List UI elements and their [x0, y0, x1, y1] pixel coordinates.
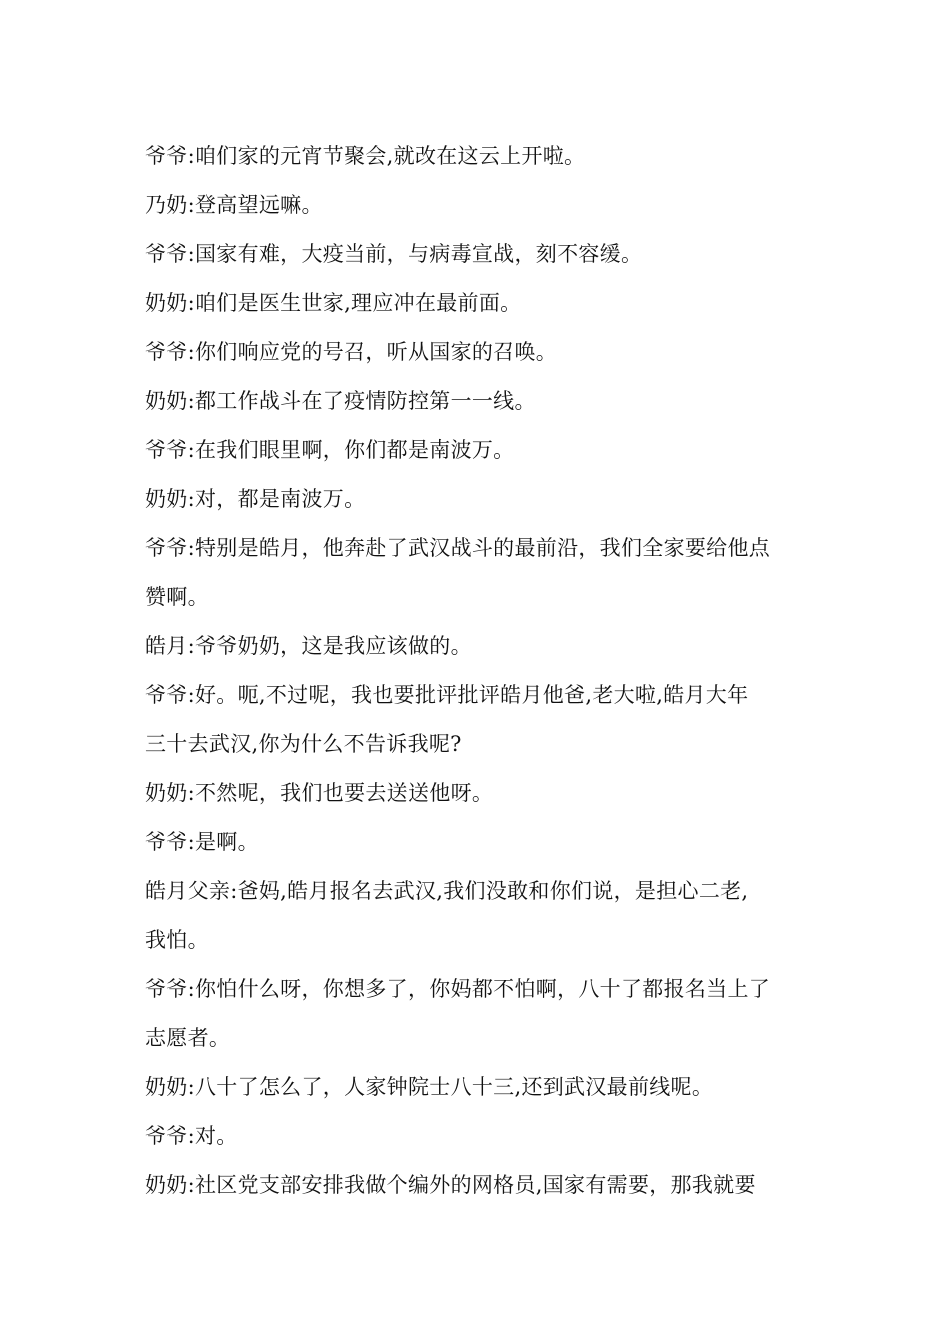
- dialogue-line: 爷爷:好。呃,不过呢，我也要批评批评皓月他爸,老大啦,皓月大年: [145, 683, 749, 707]
- dialogue-line: 乃奶:登高望远嘛。: [145, 193, 323, 217]
- dialogue-line: 奶奶:社区党支部安排我做个编外的网格员,国家有需要，那我就要: [145, 1173, 756, 1197]
- dialogue-line: 爷爷:是啊。: [145, 830, 259, 854]
- document-page: [145, 132, 825, 1210]
- dialogue-line-continuation: 三十去武汉,你为什么不告诉我呢?: [145, 732, 462, 756]
- dialogue-line: 爷爷:你怕什么呀，你想多了，你妈都不怕啊，八十了都报名当上了: [145, 977, 771, 1001]
- dialogue-line: 奶奶:都工作战斗在了疫情防控第一一线。: [145, 389, 536, 413]
- dialogue-line: 爷爷:国家有难，大疫当前，与病毒宣战，刻不容缓。: [145, 242, 643, 266]
- dialogue-line: 爷爷:特别是皓月，他奔赴了武汉战斗的最前沿，我们全家要给他点: [145, 536, 771, 560]
- dialogue-line: 皓月父亲:爸妈,皓月报名去武汉,我们没敢和你们说，是担心二老,: [145, 879, 749, 903]
- dialogue-line: 奶奶:咱们是医生世家,理应冲在最前面。: [145, 291, 522, 315]
- dialogue-line-continuation: 志愿者。: [145, 1026, 231, 1050]
- dialogue-line: 奶奶:八十了怎么了，人家钟院士八十三,还到武汉最前线呢。: [145, 1075, 714, 1099]
- dialogue-line: 皓月:爷爷奶奶，这是我应该做的。: [145, 634, 472, 658]
- dialogue-line: 奶奶:对，都是南波万。: [145, 487, 366, 511]
- dialogue-line: 爷爷:在我们眼里啊，你们都是南波万。: [145, 438, 515, 462]
- dialogue-line: 爷爷:对。: [145, 1124, 238, 1148]
- dialogue-line: 奶奶:不然呢，我们也要去送送他呀。: [145, 781, 494, 805]
- dialogue-line: 爷爷:咱们家的元宵节聚会,就改在这云上开啦。: [145, 144, 586, 168]
- dialogue-line-continuation: 赞啊。: [145, 585, 209, 609]
- dialogue-line: 爷爷:你们响应党的号召，听从国家的召唤。: [145, 340, 558, 364]
- dialogue-line-continuation: 我怕。: [145, 928, 209, 952]
